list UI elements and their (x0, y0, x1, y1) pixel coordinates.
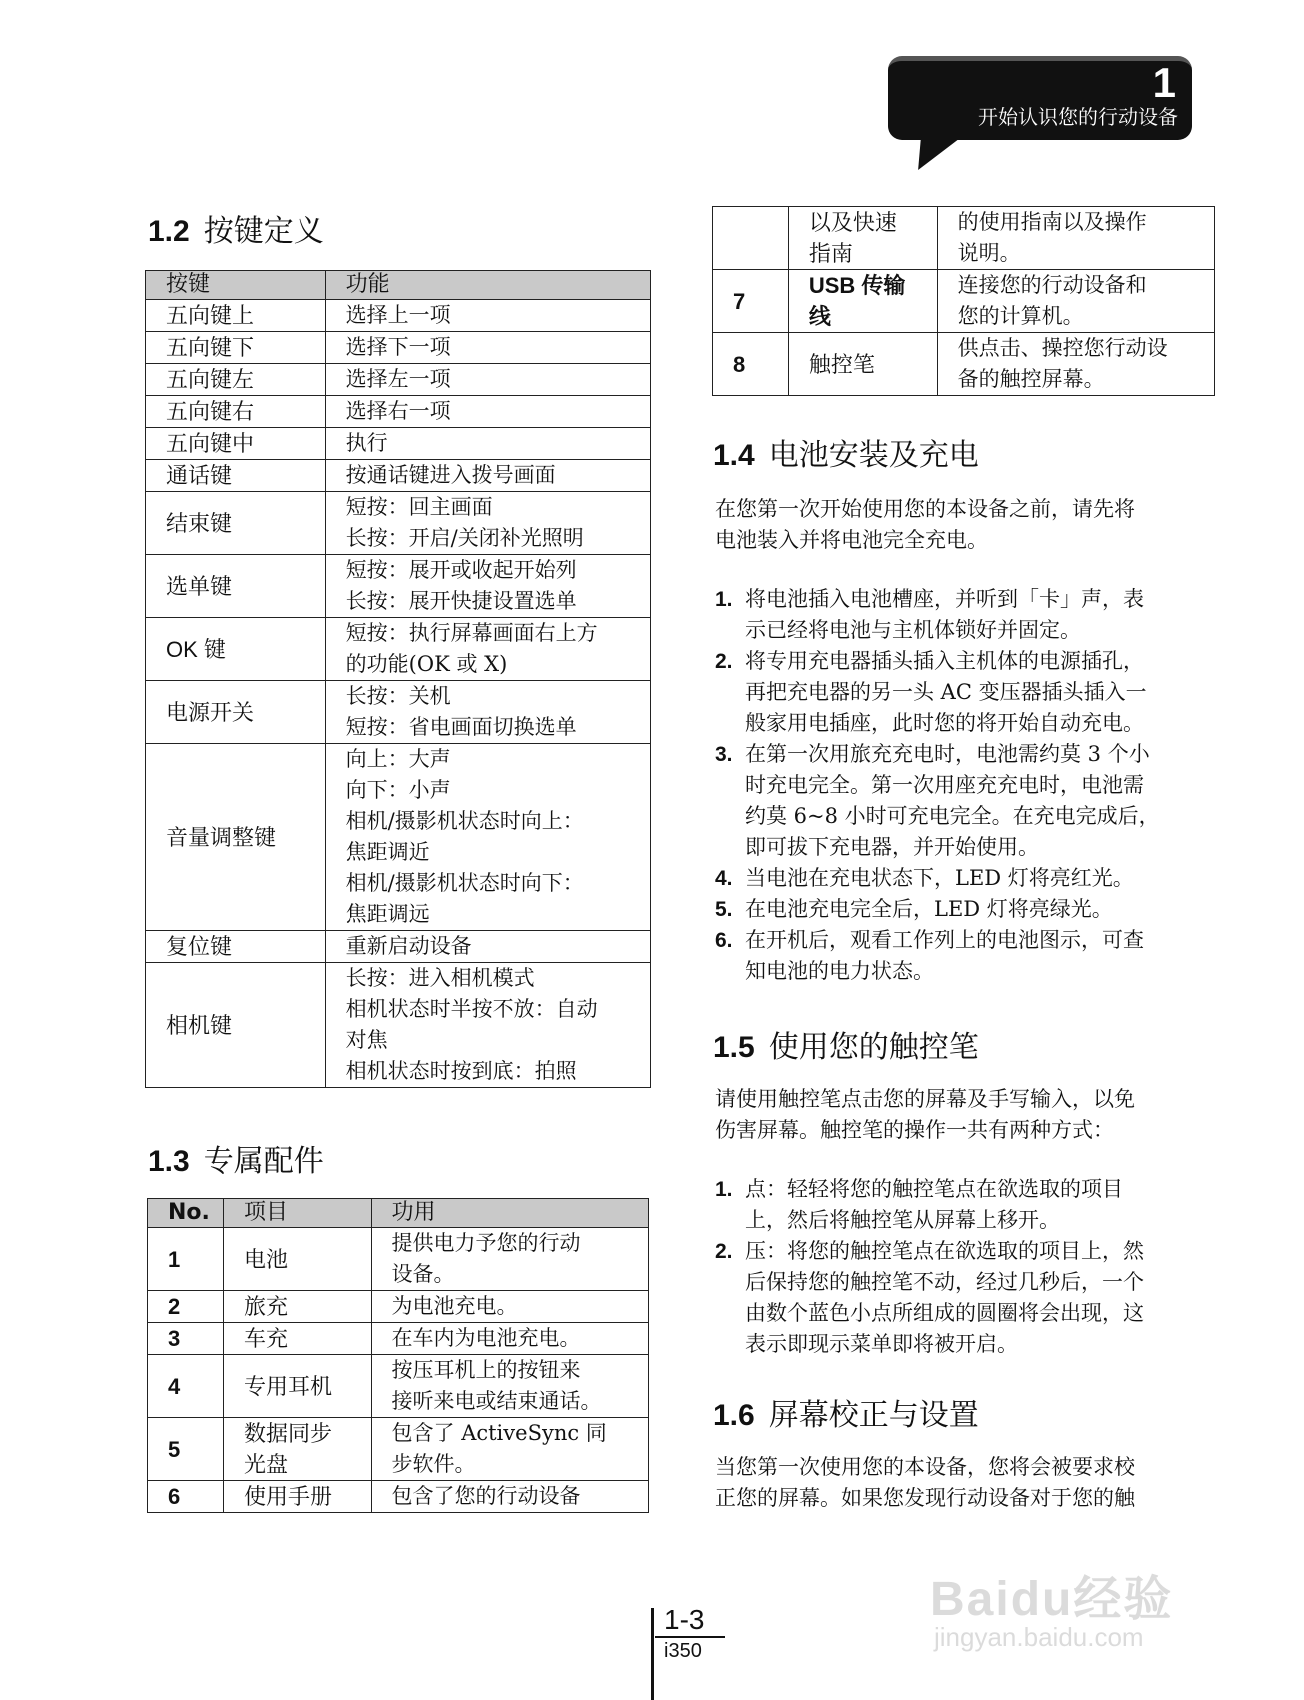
function-line: 短按：展开或收起开始列 (345, 558, 577, 582)
step-line: 在电池充电完全后，LED 灯将亮绿光。 (745, 897, 1113, 921)
key-name: OK 键 (146, 618, 326, 681)
function-line: 执行 (345, 431, 388, 455)
section-1-3-title (148, 1136, 324, 1180)
step-line: 当电池在充电状态下，LED 灯将亮红光。 (745, 866, 1134, 890)
header-key: 按键 (146, 271, 326, 300)
step-number: 3. (715, 743, 733, 766)
item-line: 光盘 (243, 1452, 288, 1477)
step-line: 知电池的电力状态。 (745, 959, 934, 983)
para-line: 当您第一次使用您的本设备，您将会被要求校 (715, 1455, 1135, 1479)
function-line: 长按：开启/关闭补光照明 (345, 526, 584, 550)
table-row (148, 1481, 649, 1513)
table-row (713, 270, 1215, 333)
step-line: 点：轻轻将您的触控笔点在欲选取的项目 (745, 1177, 1123, 1201)
key-name: 结束键 (146, 492, 326, 555)
section-heading: 使用您的触控笔 (768, 1030, 979, 1065)
battery-intro (715, 494, 1205, 556)
key-function (325, 300, 650, 332)
item-line: 触控笔 (808, 351, 875, 377)
key-function (325, 460, 650, 492)
item-number: 4 (148, 1355, 224, 1418)
step-line: 即可拔下充电器，并开始使用。 (745, 835, 1039, 859)
use-line: 提供电力予您的行动 (391, 1231, 581, 1255)
item-use (937, 207, 1214, 270)
item-number: 8 (713, 333, 789, 396)
item-line: 使用手册 (243, 1484, 332, 1509)
table-row (146, 428, 651, 460)
battery-steps (715, 584, 1205, 987)
use-line: 连接您的行动设备和 (957, 273, 1147, 297)
function-line: 短按：执行屏幕画面右上方 (345, 621, 598, 645)
chapter-number: 1 (1152, 59, 1176, 106)
table-row (146, 300, 651, 332)
function-line: 选择右一项 (345, 399, 451, 423)
key-name: 五向键中 (146, 428, 326, 460)
watermark-logo: Baidu经验 (930, 1573, 1174, 1626)
use-line: 包含了 ActiveSync 同 (391, 1421, 607, 1445)
table-row (146, 364, 651, 396)
step-number: 6. (715, 929, 733, 952)
step-line: 般家用电插座，此时您的将开始自动充电。 (745, 711, 1144, 735)
function-line: 短按：省电画面切换选单 (345, 715, 577, 739)
key-name: 五向键右 (146, 396, 326, 428)
section-number: 1.6 (713, 1399, 755, 1432)
key-function (325, 931, 650, 963)
step-line: 再把充电器的另一头 AC 变压器插头插入一 (745, 680, 1147, 704)
section-1-2-title (148, 206, 324, 250)
function-line: 相机/摄影机状态时向下： (345, 871, 584, 895)
item-line: 电池 (243, 1246, 288, 1272)
table-row (148, 1323, 649, 1355)
key-function (325, 618, 650, 681)
item-use (371, 1228, 648, 1291)
item-use (937, 333, 1214, 396)
function-line: 向下：小声 (345, 778, 451, 802)
item-use (371, 1355, 648, 1418)
table-header-row (148, 1199, 649, 1228)
item-name (223, 1418, 371, 1481)
para-line: 请使用触控笔点击您的屏幕及手写输入，以免 (715, 1087, 1135, 1111)
key-function (325, 364, 650, 396)
use-line: 供点击、操控您行动设 (957, 336, 1168, 360)
function-line: 长按：进入相机模式 (345, 966, 535, 990)
step-item (715, 863, 1205, 894)
stylus-intro (715, 1084, 1205, 1146)
item-line: 指南 (808, 241, 853, 266)
accessories-table (147, 1198, 649, 1513)
step-line: 表示即现示菜单即将被开启。 (745, 1332, 1018, 1356)
page-number: 1-3 (664, 1604, 705, 1635)
section-heading: 专属配件 (203, 1144, 324, 1179)
item-line: 以及快速 (808, 210, 897, 235)
para-line: 在您第一次开始使用您的本设备之前，请先将 (715, 497, 1135, 521)
key-name: 音量调整键 (146, 744, 326, 931)
footer-rule (655, 1636, 725, 1638)
step-item (715, 584, 1205, 646)
step-line: 后保持您的触控笔不动，经过几秒后，一个 (745, 1270, 1144, 1294)
item-name (223, 1481, 371, 1513)
step-item (715, 894, 1205, 925)
item-use (371, 1418, 648, 1481)
function-line: 选择左一项 (345, 367, 451, 391)
item-number: 7 (713, 270, 789, 333)
step-number: 2. (715, 1240, 733, 1263)
item-name (223, 1355, 371, 1418)
table-row (148, 1355, 649, 1418)
step-line: 压：将您的触控笔点在欲选取的项目上，然 (745, 1239, 1144, 1263)
table-row (148, 1418, 649, 1481)
table-row (713, 333, 1215, 396)
item-use (371, 1481, 648, 1513)
use-line: 在车内为电池充电。 (391, 1326, 581, 1350)
item-number: 2 (148, 1291, 224, 1323)
key-function (325, 428, 650, 460)
step-line: 将电池插入电池槽座，并听到「卡」声，表 (745, 587, 1144, 611)
section-heading: 按键定义 (203, 214, 324, 249)
header-no: No. (148, 1199, 224, 1228)
step-number: 5. (715, 898, 733, 921)
para-line: 伤害屏幕。触控笔的操作一共有两种方式： (715, 1118, 1114, 1142)
function-line: 焦距调近 (345, 840, 430, 864)
step-line: 时充电完全。第一次用座充充电时，电池需 (745, 773, 1144, 797)
table-row (146, 681, 651, 744)
key-name: 五向键下 (146, 332, 326, 364)
step-item (715, 739, 1205, 863)
table-row (148, 1228, 649, 1291)
use-line: 说明。 (957, 241, 1021, 265)
function-line: 长按：展开快捷设置选单 (345, 589, 577, 613)
item-line: USB 传输 (808, 273, 906, 298)
function-line: 相机状态时按到底：拍照 (345, 1059, 577, 1083)
item-name (788, 270, 937, 333)
function-line: 对焦 (345, 1028, 388, 1052)
step-number: 1. (715, 1178, 733, 1201)
step-item (715, 646, 1205, 739)
step-number: 4. (715, 867, 733, 890)
key-function (325, 396, 650, 428)
function-line: 向上：大声 (345, 747, 451, 771)
item-use (937, 270, 1214, 333)
table-row (146, 931, 651, 963)
chapter-title: 开始认识您的行动设备 (978, 105, 1178, 129)
table-row (146, 332, 651, 364)
table-row (148, 1291, 649, 1323)
step-item (715, 1236, 1205, 1360)
function-line: 按通话键进入拨号画面 (345, 463, 556, 487)
accessories-table-continued (712, 206, 1215, 396)
item-line: 数据同步 (243, 1421, 332, 1446)
model-name: i350 (664, 1640, 702, 1662)
item-number (713, 207, 789, 270)
step-number: 1. (715, 588, 733, 611)
step-line: 示已经将电池与主机体锁好并固定。 (745, 618, 1081, 642)
use-line: 包含了您的行动设备 (391, 1484, 581, 1508)
key-definition-table (145, 270, 651, 1088)
item-line: 专用耳机 (243, 1373, 332, 1399)
item-use (371, 1323, 648, 1355)
function-line: 长按：关机 (345, 684, 451, 708)
function-line: 的功能(OK 或 X) (345, 652, 508, 676)
function-line: 选择上一项 (345, 303, 451, 327)
table-row (146, 460, 651, 492)
table-header-row (146, 271, 651, 300)
use-line: 备的触控屏幕。 (957, 367, 1105, 391)
section-1-5-title (713, 1022, 979, 1066)
step-line: 将专用充电器插头插入主机体的电源插孔， (745, 649, 1144, 673)
step-item (715, 925, 1205, 987)
table-row (713, 207, 1215, 270)
item-name (223, 1323, 371, 1355)
item-number: 6 (148, 1481, 224, 1513)
step-number: 2. (715, 650, 733, 673)
function-line: 重新启动设备 (345, 934, 472, 958)
key-function (325, 492, 650, 555)
step-line: 在开机后，观看工作列上的电池图示，可查 (745, 928, 1144, 952)
key-function (325, 332, 650, 364)
step-line: 上，然后将触控笔从屏幕上移开。 (745, 1208, 1060, 1232)
section-1-4-title (713, 430, 979, 474)
key-function (325, 555, 650, 618)
key-name: 选单键 (146, 555, 326, 618)
header-function: 功能 (325, 271, 650, 300)
watermark (930, 1560, 1230, 1680)
section-heading: 电池安装及充电 (768, 438, 979, 473)
key-name: 五向键上 (146, 300, 326, 332)
para-line: 电池装入并将电池完全充电。 (715, 528, 988, 552)
item-number: 5 (148, 1418, 224, 1481)
header-item: 项目 (223, 1199, 371, 1228)
item-name (788, 333, 937, 396)
step-line: 约莫 6~8 小时可充电完全。在充电完成后， (745, 804, 1160, 828)
key-function (325, 963, 650, 1088)
key-function (325, 744, 650, 931)
item-name (223, 1228, 371, 1291)
key-name: 通话键 (146, 460, 326, 492)
use-line: 按压耳机上的按钮来 (391, 1358, 581, 1382)
use-line: 您的计算机。 (957, 304, 1084, 328)
table-row (146, 744, 651, 931)
use-line: 接听来电或结束通话。 (391, 1389, 602, 1413)
section-number: 1.4 (713, 439, 755, 472)
chapter-tab (888, 56, 1192, 140)
function-line: 短按：回主画面 (345, 495, 493, 519)
function-line: 相机状态时半按不放：自动 (345, 997, 598, 1021)
item-line: 线 (808, 304, 831, 329)
table-row (146, 396, 651, 428)
item-line: 旅充 (243, 1294, 288, 1319)
key-name: 相机键 (146, 963, 326, 1088)
item-number: 3 (148, 1323, 224, 1355)
use-line: 步软件。 (391, 1452, 476, 1476)
step-line: 由数个蓝色小点所组成的圆圈将会出现，这 (745, 1301, 1144, 1325)
function-line: 焦距调远 (345, 902, 430, 926)
section-1-6-title (713, 1390, 979, 1434)
stylus-steps (715, 1174, 1205, 1360)
function-line: 相机/摄影机状态时向上： (345, 809, 584, 833)
item-use (371, 1291, 648, 1323)
watermark-url: jingyan.baidu.com (934, 1622, 1144, 1652)
table-row (146, 618, 651, 681)
item-line: 车充 (243, 1326, 288, 1351)
calibration-intro (715, 1452, 1205, 1514)
item-name (223, 1291, 371, 1323)
table-row (146, 963, 651, 1088)
key-name: 五向键左 (146, 364, 326, 396)
section-number: 1.3 (148, 1145, 190, 1178)
table-row (146, 492, 651, 555)
section-number: 1.2 (148, 215, 190, 248)
item-number: 1 (148, 1228, 224, 1291)
key-name: 复位键 (146, 931, 326, 963)
step-item (715, 1174, 1205, 1236)
key-function (325, 681, 650, 744)
function-line: 选择下一项 (345, 335, 451, 359)
item-name (788, 207, 937, 270)
use-line: 设备。 (391, 1262, 455, 1286)
use-line: 为电池充电。 (391, 1294, 518, 1318)
step-line: 在第一次用旅充充电时，电池需约莫 3 个小 (745, 742, 1150, 766)
footer-divider (651, 1608, 654, 1700)
para-line: 正您的屏幕。如果您发现行动设备对于您的触 (715, 1486, 1135, 1510)
section-heading: 屏幕校正与设置 (768, 1398, 979, 1433)
table-row (146, 555, 651, 618)
use-line: 的使用指南以及操作 (957, 210, 1147, 234)
section-number: 1.5 (713, 1031, 755, 1064)
header-use: 功用 (371, 1199, 648, 1228)
key-name: 电源开关 (146, 681, 326, 744)
